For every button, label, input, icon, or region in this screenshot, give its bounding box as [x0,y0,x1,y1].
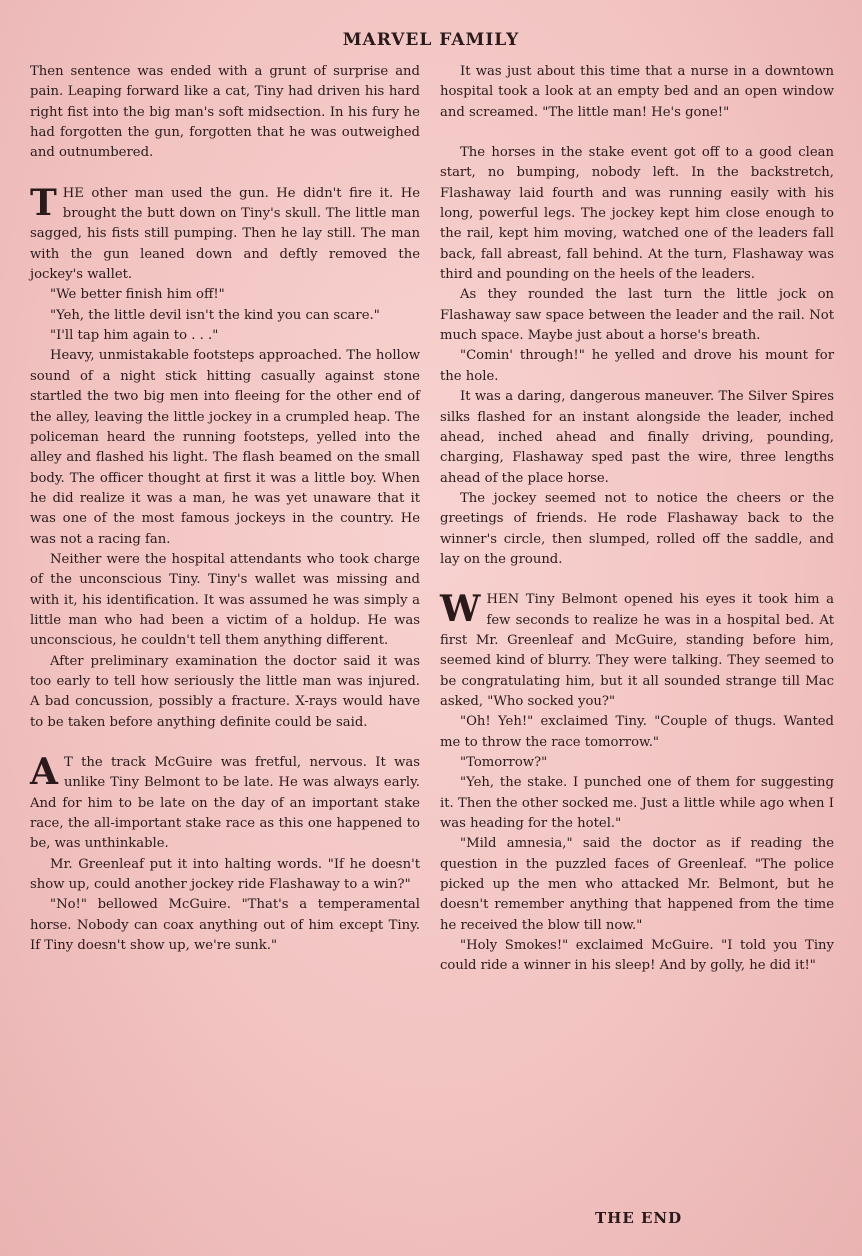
paragraph-text: It was a daring, dangerous maneuver. The Silver Spires silks flashed for an instant alongside the leader, inched ahead, inched ahead and finally driving, pounding, charging, Flashaway sped past the wire, three lengths ahead of the place horse. [440,389,834,486]
paragraph-text: Neither were the hospital attendants who took charge of the unconscious Tiny. Tiny's wallet was missing and with it, his identification. It was assumed he was simply a little man who had been a victim of a holdup. He was unconscious, he couldn't tell them anything different. [30,551,420,649]
paragraph-text: "I'll tap him again to . . ." [50,328,219,344]
paragraph [440,773,834,834]
paragraph-text: "Yeh, the stake. I punched one of them for suggesting it. Then the other socked me. Just a little while ago when I was heading for the hotel." [440,775,834,832]
paragraph [30,855,420,896]
the-end-label: THE END [595,1209,683,1227]
paragraph [440,590,834,712]
paragraph [440,285,834,346]
paragraph [30,285,420,305]
drop-cap: W [440,588,481,631]
paragraph-text: Mr. Greenleaf put it into halting words. "If he doesn't show up, could another jockey ride Flashaway to a win?" [30,856,420,893]
paragraph-text: "Oh! Yeh!" exclaimed Tiny. "Couple of thugs. Wanted me to throw the race tomorrow." [440,714,834,750]
paragraph [30,550,420,652]
paragraph-text: "Holy Smokes!" exclaimed McGuire. "I told you Tiny could ride a winner in his sleep! And by golly, he did it!" [440,938,834,974]
paragraph-text: Then sentence was ended with a grunt of surprise and pain. Leaping forward like a cat, Tiny had driven his hard right fist into the big man's soft midsection. In his fury he had forgotten the gun, forgotten that he was outweighed and outnumbered. [30,64,420,161]
page-header: MARVEL FAMILY [342,30,520,50]
paragraph [440,143,834,285]
drop-cap: A [30,751,58,793]
drop-cap: T [30,181,57,224]
paragraph-text: "Mild amnesia," said the doctor as if reading the question in the puzzled faces of Greenleaf. "The police picked up the men who attacked Mr. Belmont, but he doesn't remember anything that happened from the time he received the blow till now." [440,836,834,933]
left-column [30,62,420,956]
paragraph [30,895,420,956]
paragraph-text: Heavy, unmistakable footsteps approached. The hollow sound of a night stick hitting casually against stone startled the two big men into fleeing for the other end of the alley, leaving the little jockey in a crumpled heap. The policeman heard the running footsteps, yelled into the alley and flashed his light. The flash beamed on the small body. The officer thought at first it was a little boy. When he did realize it was a man, he was yet unaware that it was one of the most famous jockeys in the country. He was not a racing fan. [30,348,420,547]
paragraph [440,712,834,753]
paragraph [440,387,834,489]
paragraph-text: "We better finish him off!" [50,287,225,303]
paragraph [30,326,420,346]
paragraph [30,306,420,326]
paragraph-text: T the track McGuire was fretful, nervous. It was unlike Tiny Belmont to be late. He was always early. And for him to be late on the day of an important stake race, the all-important stake race as this one happened to be, was unthinkable. [30,755,420,852]
paragraph [30,346,420,549]
paragraph-text: The jockey seemed not to notice the cheers or the greetings of friends. He rode Flashaway back to the winner's circle, then slumped, rolled off the saddle, and lay on the ground. [440,490,834,567]
paragraph [30,62,420,164]
paragraph [30,181,420,286]
paragraph [440,489,834,570]
paragraph-text: "No!" bellowed McGuire. "That's a temperamental horse. Nobody can coax anything out of him except Tiny. If Tiny doesn't show up, we're sunk." [30,897,420,954]
paragraph [440,936,834,977]
paragraph-text: It was just about this time that a nurse in a downtown hospital took a look at an empty bed and an open window and screamed. "The little man! He's gone!" [440,64,834,120]
paragraph-text: As they rounded the last turn the little jock on Flashaway saw space between the leader and the rail. Not much space. Maybe just about a horse's breath. [440,287,834,344]
right-column [440,62,834,977]
paragraph [440,753,834,773]
paragraph [440,834,834,936]
paragraph-text: After preliminary examination the doctor said it was too early to tell how seriously the little man was injured. A bad concussion, possibly a fracture. X-rays would have to be taken before anything definite could be said. [30,653,420,730]
paragraph-text: HEN Tiny Belmont opened his eyes it took him a few seconds to realize he was in a hospital bed. At first Mr. Greenleaf and McGuire, standing before him, seemed kind of blurry. They were talking. They seemed to be congratulating him, but it all sounded strange till Mac asked, "Who socked you?" [440,592,834,709]
paragraph [440,62,834,123]
paragraph-text: "Tomorrow?" [460,755,548,770]
paragraph-text: "Comin' through!" he yelled and drove his mount for the hole. [440,348,834,384]
paragraph [30,753,420,855]
paragraph [440,346,834,387]
paragraph-text: "Yeh, the little devil isn't the kind you can scare." [50,307,380,323]
paragraph [30,652,420,733]
paragraph-text: HE other man used the gun. He didn't fire it. He brought the butt down on Tiny's skull. The little man sagged, his fists still pumping. Then he lay still. The man with the gun leaned down and deftly removed the jockey's wallet. [30,185,420,283]
paragraph-text: The horses in the stake event got off to a good clean start, no bumping, nobody left. In the backstretch, Flashaway laid fourth and was running easily with his long, powerful legs. The jockey kept him close enough to the rail, kept him moving, watched one of the leaders fall back, fall abreast, fall behind. At the turn, Flashaway was third and pounding on the heels of the leaders. [440,145,834,283]
